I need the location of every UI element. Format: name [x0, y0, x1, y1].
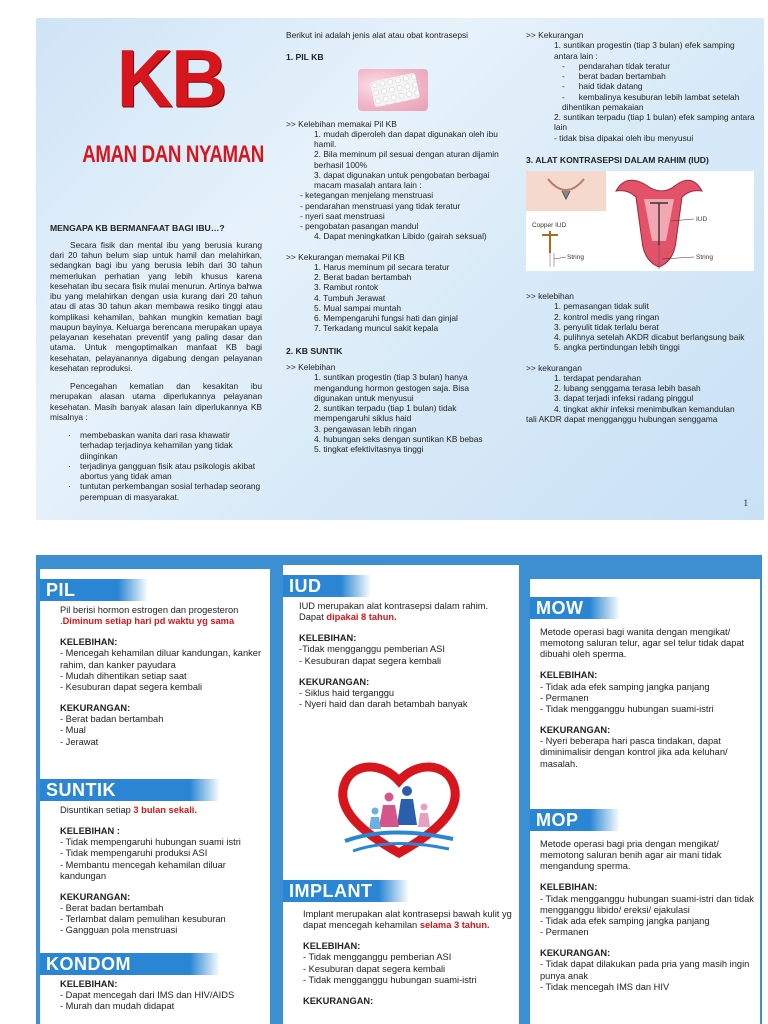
mow-desc: Metode operasi bagi wanita dengan mengikat/ memotong saluran telur, agar sel telur tidak dapat dibuahi oleh sperma.: [540, 627, 745, 660]
list-item: 7. Terkadang muncul sakit kepala: [314, 323, 439, 334]
suntik-dis-title: >> Kekurangan: [526, 30, 584, 40]
panel-mow-mop: [530, 579, 760, 1024]
list-item: - Tidak ada efek samping jangka panjang: [540, 915, 710, 926]
pil-adv-title: >> Kelebihan memakai Pil KB: [286, 118, 397, 129]
column-intro: [50, 31, 264, 502]
list-item: - Mencegah kehamilan diluar kandungan, kanker rahim, dan kanker payudara: [60, 648, 262, 670]
list-item: - Tidak ada efek samping jangka panjang: [540, 681, 710, 692]
list-item: - nyeri saat menstruasi: [300, 210, 385, 221]
kondom-content: [60, 979, 264, 1012]
mop-desc: Metode operasi bagi pria dengan mengikat/ memotong saluran benih agar air mani tidak mengandung sperma.: [540, 839, 722, 872]
list-item: - Siklus haid terganggu: [299, 687, 395, 698]
list-item: - Gangguan pola menstruasi: [60, 925, 178, 936]
list-item: - pendarahan menstruasi yang tidak teratur: [300, 200, 461, 211]
why-paragraph-1: Secara fisik dan mental ibu yang berusia kurang dari 20 tahun belum siap untuk hamil dan melahirkan, sedangkan bagi ibu yang berusia lebih dari 30 tahun memerlukan perhatian yang lebih khusus karena kesehatan ibu secara fisik mulai menurun. Artinya bahwa ibu yang melahirkan dengan usia kurang dari 20 tahun atau di atas 30 tahun akan membawa resiko tinggi atau komplikasi kehamilan, bahkan mungkin kematian bagi maupun bayinya. Keluarga berencana merupakan upaya pelayanan kesehatan preventif yang paling dasar dan utama. Untuk mengoptimalkan manfaat KB bagi kesehatan, pelayanannya digabung dengan pelayanan kesehatan reproduksi.: [50, 239, 262, 373]
list-item: 2. kontrol medis yang ringan: [554, 311, 660, 322]
mow-dis-label: KEKURANGAN:: [540, 725, 611, 736]
iud-desc: IUD merupakan alat kontrasepsi dalam rahim. Dapat dipakai 8 tahun.: [299, 601, 489, 623]
list-item: - ketegangan menjelang menstruasi: [300, 190, 434, 201]
iud-adv-list: [542, 301, 758, 352]
mow-adv-label: KELEBIHAN:: [540, 670, 598, 681]
panel-pil-suntik-kondom: [40, 569, 270, 1024]
list-item: - Dapat mencegah dari IMS dan HIV/AIDS: [60, 990, 235, 1001]
implant-adv-label: KELEBIHAN:: [303, 941, 361, 952]
list-item: 3. penyulit tidak terlalu berat: [554, 321, 659, 332]
pil-dis-list: [302, 262, 508, 334]
suntik-desc: Disuntikan setiap 3 bulan sekali.: [60, 805, 197, 815]
iud-content: [299, 601, 513, 710]
pil-adv-sublist: [300, 190, 508, 231]
brochure-page-2: [36, 555, 762, 1024]
brochure-page-1: [36, 18, 764, 520]
iud-dis-list: [542, 373, 758, 414]
why-list: [68, 430, 262, 502]
list-item: 1. Harus meminum pil secara teratur: [314, 261, 450, 272]
list-item: 3. dapat terjadi infeksi radang pinggul: [554, 393, 694, 404]
pil-banner: PIL: [40, 579, 118, 601]
why-heading: MENGAPA KB BERMANFAAT BAGI IBU…?: [50, 223, 225, 234]
list-item: - Tidak mempengaruhi produksi ASI: [60, 848, 208, 859]
list-item: · membebaskan wanita dari rasa khawatir terhadap terjadinya kehamilan yang tidak diinginkan: [68, 430, 262, 461]
pil-dis-label: KEKURANGAN:: [60, 703, 131, 714]
list-item: 1. terdapat pendarahan: [554, 372, 642, 383]
implant-banner: IMPLANT: [283, 880, 379, 902]
iud-dis-title: >> kekurangan: [526, 362, 582, 373]
list-item: - Permanen: [540, 927, 589, 938]
copper-iud-label: Copper IUD: [532, 222, 567, 230]
svg-text:String: String: [696, 254, 713, 262]
kondom-adv-label: KELEBIHAN:: [60, 979, 118, 989]
list-item: 5. tingkat efektivitasnya tinggi: [314, 444, 424, 455]
list-item: - haid tidak datang: [562, 81, 643, 92]
svg-text:IUD: IUD: [696, 216, 708, 224]
kb-title: KB: [116, 31, 226, 125]
implant-desc: Implant merupakan alat kontrasepsi bawah kulit yg dapat mencegah kehamilan selama 3 tahun.: [303, 909, 512, 931]
mop-banner: MOP: [530, 809, 590, 831]
list-item: 2. lubang senggama terasa lebih basah: [554, 383, 701, 394]
list-item: - Tidak mengganggu hubungan suami-istri: [540, 703, 714, 714]
panel-iud-implant: [283, 565, 519, 1024]
family-heart-logo-icon: [329, 755, 469, 865]
list-item: · tuntutan perkembangan sosial terhadap seorang perempuan di masyarakat.: [68, 481, 262, 502]
list-item: - Tidak dapat dilakukan pada pria yang masih ingin punya anak: [540, 959, 750, 981]
list-item: - Terlambat dalam pemulihan kesuburan: [60, 914, 226, 925]
list-item: - Tidak mengganggu pemberian ASI: [303, 952, 452, 963]
suntik-heading: 2. KB SUNTIK: [286, 345, 343, 356]
suntik-dis-list: [542, 40, 758, 61]
list-item: - Kesuburan dapat segera kembali: [60, 681, 203, 692]
suntik-dis-sublist: [562, 61, 758, 112]
kondom-banner: KONDOM: [40, 953, 190, 975]
list-item: 1. suntikan progestin (tiap 3 bulan) hanya mengandung hormon gestogen saja. Bisa digunakan untuk menyusui: [314, 372, 470, 403]
list-item: - pendarahan tidak teratur: [562, 60, 671, 71]
suntik-dis2-sub: - tidak bisa dipakai oleh ibu menyusui: [554, 132, 694, 143]
column-suntik-iud: [526, 30, 758, 424]
list-item: 5. Mual sampai muntah: [314, 302, 402, 313]
suntik-adv-title: >> Kelebihan: [286, 362, 336, 373]
list-item: -Tidak mengganggu pemberian ASI: [299, 644, 445, 655]
list-item: 3. pengawasan lebih ringan: [314, 423, 417, 434]
list-item: 2. suntikan terpadu (tiap 1 bulan) efek samping antara lain: [554, 112, 755, 133]
list-item: - pengobatan pasangan mandul: [300, 221, 419, 232]
suntik-dis-list-2: [542, 112, 758, 133]
list-item: 5. angka pertindungan lebih tinggi: [554, 342, 680, 353]
list-item: 1. suntikan progestin (tiap 3 bulan) efek samping antara lain :: [554, 40, 735, 61]
column-pil-suntik: [286, 30, 508, 454]
pil-content: [60, 605, 264, 748]
pil-adv-label: KELEBIHAN:: [60, 637, 118, 648]
list-item: - Kesuburan dapat segera kembali: [303, 963, 446, 974]
iud-adv-label: KELEBIHAN:: [299, 633, 357, 644]
pil-adv-list: [302, 129, 508, 191]
iud-adv-title: >> kelebihan: [526, 291, 574, 302]
iud-dis-tail: tali AKDR dapat mengganggu hubungan senggama: [526, 413, 718, 424]
list-item: 4. pulihnya setelah AKDR dicabut berlangsung baik: [554, 332, 745, 343]
list-item: 4. tingkat akhir infeksi menimbulkan kemandulan: [554, 403, 735, 414]
iud-uterus-illustration: [526, 171, 754, 271]
pil-heading: 1. PIL KB: [286, 52, 324, 63]
list-item: - Murah dan mudah didapat: [60, 1001, 175, 1012]
kb-subtitle: AMAN DAN NYAMAN: [82, 141, 264, 168]
implant-dis-label: KEKURANGAN:: [303, 995, 374, 1006]
mop-adv-label: KELEBIHAN:: [540, 882, 598, 893]
suntik-adv-list: [302, 372, 508, 454]
list-item: 4. Tumbuh Jerawat: [314, 292, 386, 303]
iud-banner: IUD: [283, 575, 341, 597]
list-item: 4. hubungan seks dengan suntikan KB bebas: [314, 433, 483, 444]
suntik-adv-label: KELEBIHAN :: [60, 826, 120, 837]
list-item: 1. pemasangan tidak sulit: [554, 301, 649, 312]
list-item: - Nyeri haid dan darah betambah banyak: [299, 699, 468, 710]
list-item: - berat badan bertambah: [562, 71, 666, 81]
list-item: - Mudah dihentikan setiap saat: [60, 670, 187, 681]
list-item: · terjadinya gangguan fisik atau psikologis akibat abortus yang tidak aman: [68, 461, 262, 482]
intro-text: Berikut ini adalah jenis alat atau obat kontrasepsi: [286, 30, 469, 40]
pil-adv-list-4: [302, 231, 508, 241]
list-item: - Jerawat: [60, 736, 99, 747]
list-item: - kembalinya kesuburan lebih lambat setelah dihentikan pemakaian: [562, 91, 740, 112]
list-item: - Berat badan bertambah: [60, 903, 164, 914]
implant-content: [303, 909, 513, 1007]
list-item: 3. dapat digunakan untuk pengobatan berbagai macam masalah antara lain :: [314, 169, 490, 191]
iud-heading: 3. ALAT KONTRASEPSI DALAM RAHIM (IUD): [526, 154, 709, 165]
list-item: - Tidak mengganggu hubungan suami-istri: [303, 974, 477, 985]
pill-pack-image: [358, 69, 428, 111]
list-item: - Mual: [60, 725, 86, 736]
list-item: - Nyeri beberapa hari pasca tindakan, dapat diminimalisir dengan kontrol jika ada keluhan/ masalah.: [540, 736, 728, 769]
mop-content: [540, 839, 756, 993]
list-item: 1. mudah diperoleh dan dapat digunakan oleh ibu hamil.: [314, 128, 498, 150]
list-item: 2. Bila meminum pil sesuai dengan aturan dijamin berhasil 100%: [314, 149, 499, 170]
iud-dis-label: KEKURANGAN:: [299, 676, 370, 687]
suntik-banner: SUNTIK: [40, 779, 190, 801]
list-item: - Permanen: [540, 692, 589, 703]
mop-dis-label: KEKURANGAN:: [540, 948, 611, 959]
pil-desc: Pil berisi hormon estrogen dan progesteron .Diminum setiap hari pd waktu yg sama: [60, 605, 239, 627]
page-number: 1: [743, 498, 748, 508]
list-item: - Tidak mengganggu hubungan suami-istri dan tidak mengganggu libido/ ereksi/ ejakulasi: [540, 893, 754, 915]
suntik-dis-label: KEKURANGAN:: [60, 891, 131, 902]
suntik-content: [60, 805, 264, 937]
list-item: 6. Mempengaruhi fungsi hati dan ginjal: [314, 313, 458, 324]
list-item: 2. suntikan terpadu (tiap 1 bulan) tidak mempengaruhi siklus haid: [314, 403, 457, 424]
pil-dis-title: >> Kekurangan memakai Pil KB: [286, 251, 405, 262]
list-item: 2. Berat badan bertambah: [314, 272, 412, 283]
list-item: - Tidak mempengaruhi hubungan suami istri: [60, 837, 241, 848]
list-item: 3. Rambut rontok: [314, 282, 379, 293]
list-item: 4. Dapat meningkatkan Libido (gairah seksual): [314, 231, 487, 242]
mow-content: [540, 627, 756, 770]
mow-banner: MOW: [530, 597, 590, 619]
list-item: - Kesuburan dapat segera kembali: [299, 655, 442, 666]
why-paragraph-2: Pencegahan kematian dan kesakitan ibu merupakan alasan utama diperlukannya pelayanan kesehatan. Masih banyak alasan lain diperlukannya KB misalnya :: [50, 381, 262, 422]
list-item: - Membantu mencegah kehamilan diluar kandungan: [60, 859, 226, 881]
list-item: - Tidak mencegah IMS dan HIV: [540, 981, 670, 992]
list-item: - Berat badan bertambah: [60, 714, 164, 725]
svg-text:String: String: [567, 254, 584, 262]
